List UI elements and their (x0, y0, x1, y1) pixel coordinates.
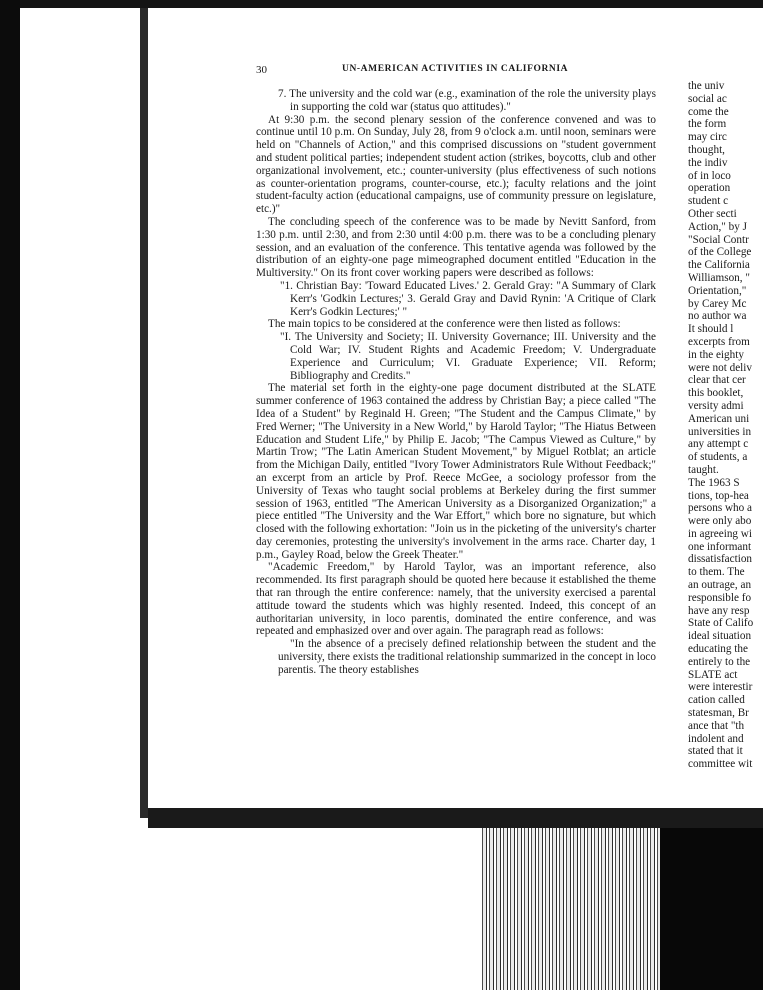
right-column-line: thought, (688, 143, 725, 156)
right-column-line: ance that "th (688, 719, 745, 732)
right-column-line: entirely to the (688, 655, 751, 668)
scan-shadow (660, 828, 763, 990)
scan-edge-top (20, 0, 763, 8)
running-head (256, 64, 656, 78)
right-column-line: come the (688, 105, 729, 118)
right-column-line: in agreeing wi (688, 527, 752, 540)
right-column-line: The 1963 S (688, 476, 740, 489)
right-column-line: any attempt c (688, 438, 749, 451)
right-column-line: were interestir (688, 681, 753, 694)
right-column-line: may circ (688, 131, 727, 144)
right-column-line: the form (688, 118, 727, 131)
right-column-line: one informant (688, 540, 752, 553)
right-column-line: Orientation," (688, 284, 747, 297)
right-column-line: the univ (688, 80, 725, 92)
right-column-line: persons who a (688, 502, 753, 515)
right-column-line: "Social Contr (688, 233, 749, 246)
right-column-line: committee wit (688, 758, 753, 771)
right-column-line: were not deliv (688, 361, 752, 374)
right-column-line: educating the (688, 643, 748, 656)
right-column-line: excerpts from (688, 335, 750, 348)
paragraph-main-topics: The main topics to be considered at the conference were then listed as follows: (268, 318, 621, 331)
list-item-7: 7. The university and the cold war (e.g., examination of the role the university plays in supporting the cold war (status quo attitudes)." (278, 88, 656, 113)
right-column-line: this booklet, (688, 387, 744, 400)
right-column-line: Action," by J (688, 220, 747, 233)
running-title: UN-AMERICAN ACTIVITIES IN CALIFORNIA (342, 64, 569, 74)
right-column-line: an outrage, an (688, 579, 752, 592)
right-column-line: to them. The (688, 566, 745, 579)
book-gutter (140, 8, 148, 818)
right-column-line: stated that it (688, 745, 743, 758)
right-column-line: SLATE act (688, 668, 738, 681)
right-column-line: operation (688, 182, 731, 195)
scan-edge-bottom (148, 808, 763, 828)
right-column-line: no author wa (688, 310, 747, 323)
right-column-line: taught. (688, 463, 719, 476)
quote-working-papers: "1. Christian Bay: 'Toward Educated Lives.' 2. Gerald Gray: "A Summary of Clark Kerr's 'Godkin Lectures;' 3. Gerald Gray and David Rynin: 'A Critique of Clark Kerr's Godkin Lectures;' " (280, 279, 656, 318)
right-column-line: the California (688, 259, 750, 272)
right-column-line: of students, a (688, 451, 748, 464)
right-column-line: of in loco (688, 169, 731, 182)
quote-topics-list: "I. The University and Society; II. University Governance; III. University and the Cold War; IV. Student Rights and Academic Freedom; V. Undergraduate Experience and Curriculum; VI. Graduate Experience; VII. Reform; Bibliography and Credits." (280, 331, 656, 382)
right-column-cut (688, 80, 763, 771)
right-column-line: clear that cer (688, 374, 746, 387)
right-column-line: Other secti (688, 207, 737, 220)
right-column-line: were only abo (688, 515, 752, 528)
right-column-line: American uni (688, 412, 750, 425)
right-column-line: Williamson, " (688, 271, 750, 284)
right-column-line: student c (688, 195, 729, 208)
right-column-line: social ac (688, 92, 727, 105)
right-column-line: in the eighty (688, 348, 744, 361)
right-column-line: responsible fo (688, 591, 752, 604)
scan-edge-left (0, 0, 20, 990)
right-column-line: indolent and (688, 732, 744, 745)
right-column-line: dissatisfaction (688, 553, 753, 566)
right-column-line: of the College (688, 246, 752, 259)
right-column-line: the indiv (688, 156, 728, 169)
right-column-line: cation called (688, 694, 745, 707)
quote-in-loco-parentis: "In the absence of a precisely defined relationship between the student and the university, there exists the traditional relationship summarized in the concept in loco parentis. The theory establishes (278, 638, 656, 676)
right-column-line: by Carey Mc (688, 297, 747, 310)
right-column-line: universities in (688, 425, 752, 438)
paragraph-academic-freedom: "Academic Freedom," by Harold Taylor, was an important reference, also recommended. Its first paragraph should be quoted here because it established the theme that ran through the entire conference: namely, that the university exercised a parental attitude toward the students which was highly resented. Indeed, this concept of an authoritarian university, in loco parentis, dominated the entire conference, and was repeated and emphasized over and over again. The paragraph read as follows: (256, 561, 656, 638)
main-column (256, 88, 656, 677)
right-column-line: State of Califo (688, 617, 754, 630)
paragraph-concluding-speech: The concluding speech of the conference was to be made by Nevitt Sanford, from 1:30 p.m. until 2:30, and from 2:30 until 4:00 p.m. there was to be a concluding plenary session, and an evaluation of the conference. This tentative agenda was followed by the distribution of an eighty-one page mimeographed document entitled "Education in the Multiversity." On its front cover working papers were described as follows: (256, 215, 656, 280)
right-column-line: versity admi (688, 399, 744, 412)
right-column-line: have any resp (688, 604, 750, 617)
right-column-line: tions, top-hea (688, 489, 749, 502)
right-column-line: ideal situation (688, 630, 752, 643)
page-number: 30 (256, 64, 267, 76)
right-column-line: It should l (688, 323, 734, 336)
paragraph-plenary-session: At 9:30 p.m. the second plenary session of the conference convened and was to continue until 10 p.m. On Sunday, July 28, from 9 o'clock a.m. until noon, seminars were held on "Channels of Action," and this comprised discussions on "student government and student political parties; independent student action (strikes, boycotts, club and other organizational involvement, etc.; counter-university (plus effectiveness of such notions as counter-orientation programs, counter-course, etc.); faculty relations and the joint student-faculty action (educational campaigns, use of community pressure on legislature, etc.)" (256, 113, 656, 216)
right-column-line: statesman, Br (688, 707, 749, 720)
paragraph-material: The material set forth in the eighty-one page document distributed at the SLATE summer conference of 1963 contained the address by Christian Bay; a piece called "The Idea of a Student" by Reginald H. Green; "The Student and the Campus Climate," by Fred Werner; "The University in a New World," by Harold Taylor; "The Hiatus Between Education and Student Life," by Philip E. Jacob; "The Campus Viewed as Culture," by Martin Trow; "The Latin American Student Movement," by Miguel Rotblat; an article from the Michigan Daily, entitled "Ivory Tower Administrators Rule Without Feedback;" an excerpt from an article by Prof. Reece McGee, a sociology professor from the University of Texas who taught social problems at Berkeley during the first summer session of 1963, entitled "The American University as a Disorganized Organization;" a piece entitled "The University and the War Effort," which bore no signature, but which closed with the following exhortation: "Join us in the picketing of the university's charter day ceremonies, protesting the university's involvement in the arms race. Charter day, 1 p.m., Gayley Road, below the Greek Theater." (256, 382, 656, 561)
